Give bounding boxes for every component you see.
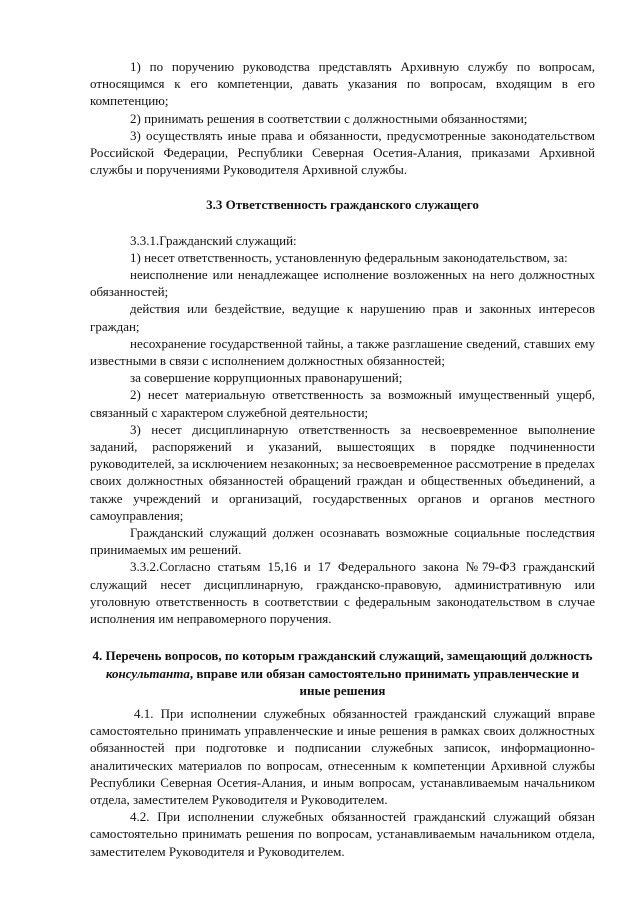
paragraph-3-3-1: 3.3.1.Гражданский служащий: [130, 232, 297, 248]
paragraph-consequences: Гражданский служащий должен осознавать возможные социальные последствия принимаемых им решений. [90, 525, 595, 558]
document-body [90, 58, 595, 860]
paragraph-3-3-2: 3.3.2.Согласно статьям 15,16 и 17 Федерального закона №79-ФЗ гражданский служащий несет дисциплинарную, гражданско-правовую, административную или уголовную ответственность в соответствии с федеральным законодательством в случае исполнения им неправомерного поручения. [90, 559, 595, 627]
section-4-heading-italic: консультанта [105, 665, 190, 681]
paragraph-rights-3: 3) осуществлять иные права и обязанности, предусмотренные законодательством Российской Федерации, Республики Северная Осетия-Алания, приказами Архивной службы и поручениями Руководителя Архивной службы. [90, 127, 595, 178]
paragraph-4-2: 4.2. При исполнении служебных обязанностей гражданский служащий обязан самостоятельно принимать решения по вопросам, устанавливаемым начальником отдела, заместителем Руководителя и Руководителем. [90, 809, 595, 859]
paragraph-responsibility-2: 2) несет материальную ответственность за возможный имущественный ущерб, связанный с характером служебной деятельности; [90, 387, 595, 420]
paragraph-nonperformance: неисполнение или ненадлежащее исполнение возложенных на него должностных обязанностей; [90, 267, 595, 300]
paragraph-actions: действия или бездействие, ведущие к нарушению прав и законных интересов граждан; [90, 301, 595, 334]
paragraph-rights-2: 2) принимать решения в соответствии с должностными обязанностями; [130, 110, 528, 126]
paragraph-4-1: 4.1. При исполнении служебных обязанностей гражданский служащий вправе самостоятельно принимать управленческие и иные решения в рамках своих должностных обязанностей при подготовке и подписании служебных записок, информационно-аналитических материалов по вопросам, отнесенным к компетенции Архивной службы Республики Северная Осетия-Алания, и иным вопросам, устанавливаемым начальником отдела, заместителем Руководителя и Руководителем. [90, 705, 595, 807]
section-4-heading-part2: , вправе или обязан самостоятельно принимать управленческие и иные решения [189, 665, 580, 698]
paragraph-responsibility-1: 1) несет ответственность, установленную федеральным законодательством, за: [130, 249, 568, 265]
section-4-heading [90, 647, 595, 699]
paragraph-rights-1: 1) по поручению руководства представлять Архивную службу по вопросам, относящимся к его компетенции, давать указания по вопросам, входящим в его компетенцию; [90, 59, 595, 109]
paragraph-corruption: за совершение коррупционных правонарушений; [130, 370, 403, 386]
section-3-3-heading: 3.3 Ответственность гражданского служащего [206, 197, 479, 213]
paragraph-secrecy: несохранение государственной тайны, а также разглашение сведений, ставших ему известными в связи с исполнением должностных обязанностей; [90, 335, 595, 369]
paragraph-responsibility-3: 3) несет дисциплинарную ответственность за несвоевременное выполнение заданий, распоряжений и указаний, вышестоящих в порядке подчиненности руководителей, за исключением незаконных; за несвоевременное рассмотрение в пределах своих должностных обязанностей обращений граждан и общественных объединений, а также учреждений и организаций, государственных органов и органов местного самоуправления; [90, 421, 595, 523]
section-4-heading-part1: 4. Перечень вопросов, по которым гражданский служащий, замещающий должность [92, 648, 593, 664]
